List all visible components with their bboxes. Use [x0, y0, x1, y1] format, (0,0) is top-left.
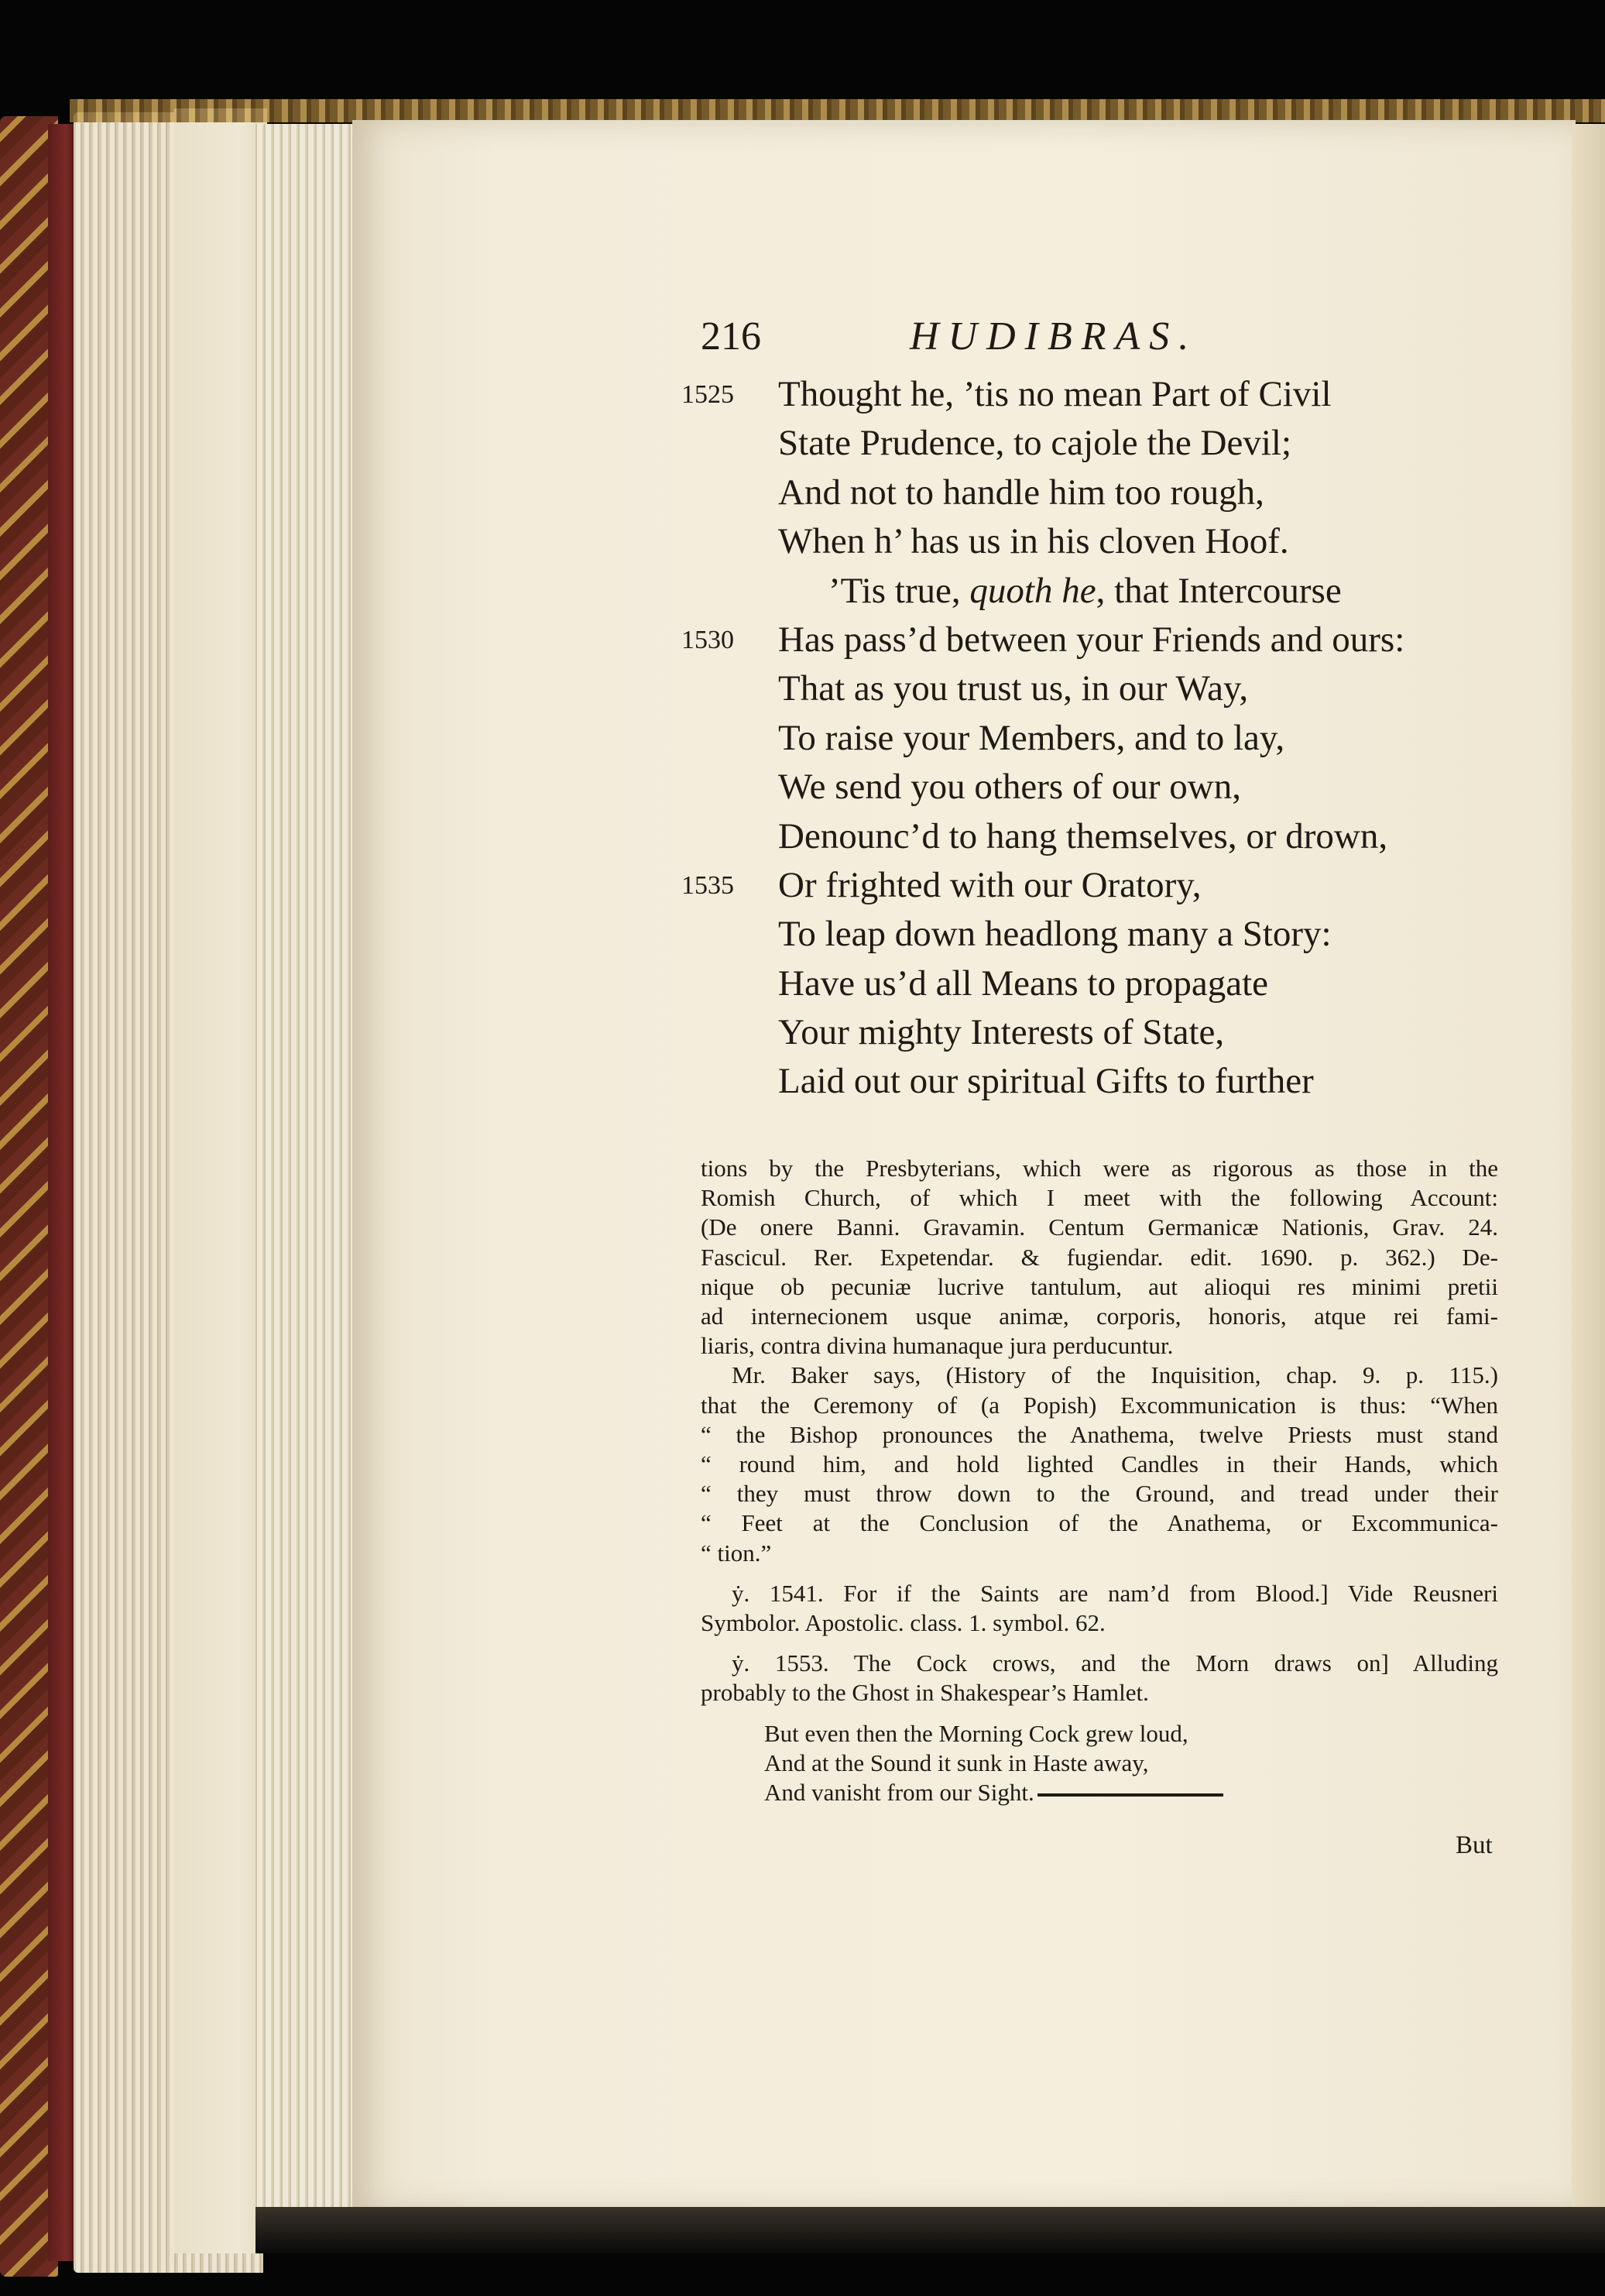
note-line: “ the Bishop pronounces the Anathema, twelve Priests must stand: [701, 1420, 1498, 1448]
note-line: ẏ. 1553. The Cock crows, and the Morn draws on] Alluding: [732, 1649, 1498, 1677]
note-line: (De onere Banni. Gravamin. Centum Germanicæ Nationis, Grav. 24.: [701, 1213, 1498, 1241]
verse-line: [681, 1008, 1572, 1057]
verse-text-part: ’Tis true,: [828, 570, 970, 611]
spacer: [701, 1708, 1498, 1719]
verse-text: We send you others of our own,: [778, 767, 1241, 808]
verse-text: And not to handle him too rough,: [778, 472, 1264, 513]
verse-line: [681, 763, 1572, 812]
verse-text: To raise your Members, and to lay,: [778, 717, 1285, 758]
note-line: “ round him, and hold lighted Candles in their Hands, which: [701, 1450, 1498, 1478]
next-page-edge: [1572, 124, 1605, 2207]
verse-line: [681, 714, 1572, 763]
verse-line: [681, 812, 1572, 861]
line-number: 1525: [681, 380, 734, 409]
verse-line: [681, 861, 1572, 910]
note-line: nique ob pecuniæ lucrive tantulum, aut alioqui res minimi pretii: [701, 1272, 1498, 1300]
note-line: probably to the Ghost in Shakespear’s Hamlet.: [701, 1679, 1149, 1707]
note-line: “ Feet at the Conclusion of the Anathema, or Excommunica-: [701, 1509, 1498, 1537]
verse-text: Your mighty Interests of State,: [778, 1012, 1225, 1053]
verse-text: Have us’d all Means to propagate: [778, 963, 1268, 1004]
running-head: HUDIBRAS.: [910, 314, 1199, 359]
verse-line: [681, 664, 1572, 713]
note-line: “ they must throw down to the Ground, and tread under their: [701, 1480, 1498, 1508]
verse-text: Laid out our spiritual Gifts to further: [778, 1061, 1314, 1102]
note-line: tions by the Presbyterians, which were as rigorous as those in the: [701, 1155, 1498, 1182]
quote-line: And at the Sound it sunk in Haste away,: [764, 1749, 1149, 1776]
note-line: ad internecionem usque animæ, corporis, honoris, atque rei fami-: [701, 1302, 1498, 1330]
note-line: “ tion.”: [701, 1539, 772, 1567]
verse-text: Thought he, ’tis no mean Part of Civil: [778, 374, 1332, 414]
verse-line: [681, 370, 1572, 419]
spacer: [701, 1568, 1498, 1579]
note-line: ẏ. 1541. For if the Saints are nam’d from Blood.] Vide Reusneri: [732, 1579, 1498, 1607]
page-number: 216: [701, 314, 761, 359]
verse-line: [681, 567, 1572, 616]
verse-line: [681, 517, 1572, 566]
verse-text-italic: quoth he: [969, 570, 1096, 611]
note-line: liaris, contra divina humanaque jura perducuntur.: [701, 1332, 1174, 1360]
line-number: 1535: [681, 870, 734, 900]
verse-text-part: , that Intercourse: [1096, 570, 1342, 611]
verse-text: Has pass’d between your Friends and ours:: [778, 619, 1405, 660]
page-header: [701, 314, 1398, 376]
note-line: Fascicul. Rer. Expetendar. & fugiendar. edit. 1690. p. 362.) De-: [701, 1243, 1498, 1271]
verse-line: [681, 419, 1572, 468]
bottom-shadow: [255, 2207, 1605, 2253]
verse-line: [681, 1057, 1572, 1106]
verse-line: [681, 959, 1572, 1008]
gilt-top-edge: [70, 99, 1605, 122]
verse-text: State Prudence, to cajole the Devil;: [778, 423, 1292, 464]
note-line: that the Ceremony of (a Popish) Excommunication is thus: “When: [701, 1391, 1498, 1419]
note-line: Mr. Baker says, (History of the Inquisition, chap. 9. p. 115.): [732, 1361, 1498, 1389]
quote-line: [701, 1778, 1498, 1807]
note-line: Romish Church, of which I meet with the following Account:: [701, 1184, 1498, 1212]
verse-line: [681, 616, 1572, 664]
right-page-stack: [255, 124, 364, 2215]
dash-rule: [1037, 1793, 1223, 1797]
verse-text: When h’ has us in his cloven Hoof.: [778, 521, 1289, 562]
verse-line: [681, 468, 1572, 517]
quote-text: And vanisht from our Sight.: [764, 1779, 1034, 1807]
footnotes: [701, 1154, 1498, 1807]
verse-text: That as you trust us, in our Way,: [778, 668, 1249, 709]
verse-text: [828, 567, 1342, 616]
verse-block: [681, 370, 1572, 1107]
note-line: Symbolor. Apostolic. class. 1. symbol. 62.: [701, 1609, 1106, 1637]
verse-line: [681, 910, 1572, 959]
verse-text: To leap down headlong many a Story:: [778, 914, 1332, 955]
verse-text: Or frighted with our Oratory,: [778, 864, 1202, 905]
quote-line: But even then the Morning Cock grew loud,: [764, 1719, 1188, 1747]
line-number: 1530: [681, 625, 734, 654]
spacer: [701, 1638, 1498, 1649]
catchword: But: [1456, 1831, 1493, 1859]
left-leaf: [174, 108, 267, 2253]
verse-text: Denounc’d to hang themselves, or drown,: [778, 815, 1388, 856]
